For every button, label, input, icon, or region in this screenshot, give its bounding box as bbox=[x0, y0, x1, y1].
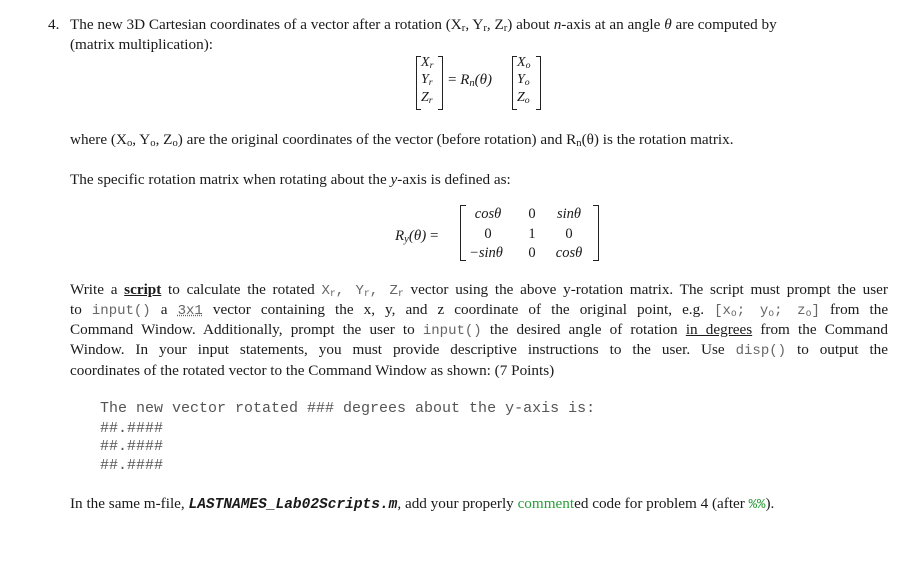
where-text: where ($X_o$, $Y_o$, $Z_o$) are the original coordinates of the vector (before rotation) and $R_n(\theta)$ is the rotation matrix. bbox=[70, 131, 734, 149]
instruction-line-1: Write a script to calculate the rotated $X_r$, $Y_r$, $Z_r$ vector using the above y-rotation matrix. The script must prompt the user bbox=[70, 281, 888, 299]
commented-word: comment bbox=[517, 495, 575, 512]
lhs-x: $X_r$ bbox=[421, 55, 434, 71]
rhs-z: $Z_o$ bbox=[517, 90, 530, 106]
matrix-right-bracket bbox=[593, 205, 599, 261]
output-row: ##.#### bbox=[100, 438, 164, 455]
lhs-y: $Y_r$ bbox=[421, 72, 433, 88]
rhs-x: $X_o$ bbox=[517, 55, 531, 71]
intro-line-2: (matrix multiplication): bbox=[70, 36, 213, 53]
rhs-right-bracket bbox=[536, 56, 541, 110]
instruction-line-5: coordinates of the rotated vector to the Command Window as shown: (7 Points) bbox=[70, 362, 555, 379]
problem-number: 4. bbox=[48, 16, 60, 33]
matrix-cell: 1 bbox=[528, 226, 536, 242]
matrix-cell: −sinθ bbox=[469, 245, 503, 261]
section-marker: %% bbox=[748, 497, 766, 513]
matrix-cell: cosθ bbox=[555, 245, 583, 261]
lhs-z: $Z_r$ bbox=[421, 90, 433, 106]
output-row: ##.#### bbox=[100, 457, 164, 474]
matrix-cell: cosθ bbox=[474, 206, 502, 222]
footer-text: In the same m-file, LASTNAMES_Lab02Scripts.m, add your properly commented code for problem 4 (after %%). bbox=[70, 495, 775, 513]
lhs-right-bracket bbox=[438, 56, 443, 110]
intro-line-1: The new 3D Cartesian coordinates of a vector after a rotation ($X_r$, $Y_r$, $Z_r$) about n-axis at an angle θ are computed by bbox=[70, 16, 777, 34]
matrix-cell: 0 bbox=[528, 206, 536, 222]
rhs-y: $Y_o$ bbox=[517, 72, 530, 88]
specific-text: The specific rotation matrix when rotating about the y-axis is defined as: bbox=[70, 171, 511, 188]
instruction-line-2: to input() a 3x1 vector containing the x, y, and z coordinate of the original point, e.g. [$x_o$; $y_o$; $z_o$] from the bbox=[70, 301, 889, 319]
instruction-line-4: Window. In your input statements, you must provide descriptive instructions to the user. Use disp() to output the bbox=[70, 341, 889, 359]
output-header: The new vector rotated ### degrees about the y-axis is: bbox=[100, 400, 596, 417]
filename: LASTNAMES_Lab02Scripts.m bbox=[188, 497, 398, 513]
matrix-cell: 0 bbox=[484, 226, 492, 242]
matrix-cell: 0 bbox=[528, 245, 536, 261]
equation-1-operator: = $R_n(\theta)$ bbox=[448, 72, 493, 89]
matrix-cell: sinθ bbox=[556, 206, 582, 222]
instruction-line-3: Command Window. Additionally, prompt the user to input() the desired angle of rotation in degrees from the Command bbox=[70, 321, 888, 339]
output-row: ##.#### bbox=[100, 420, 164, 437]
matrix-cell: 0 bbox=[565, 226, 573, 242]
equation-2-lhs: $R_y(\theta)$ = bbox=[395, 228, 439, 245]
